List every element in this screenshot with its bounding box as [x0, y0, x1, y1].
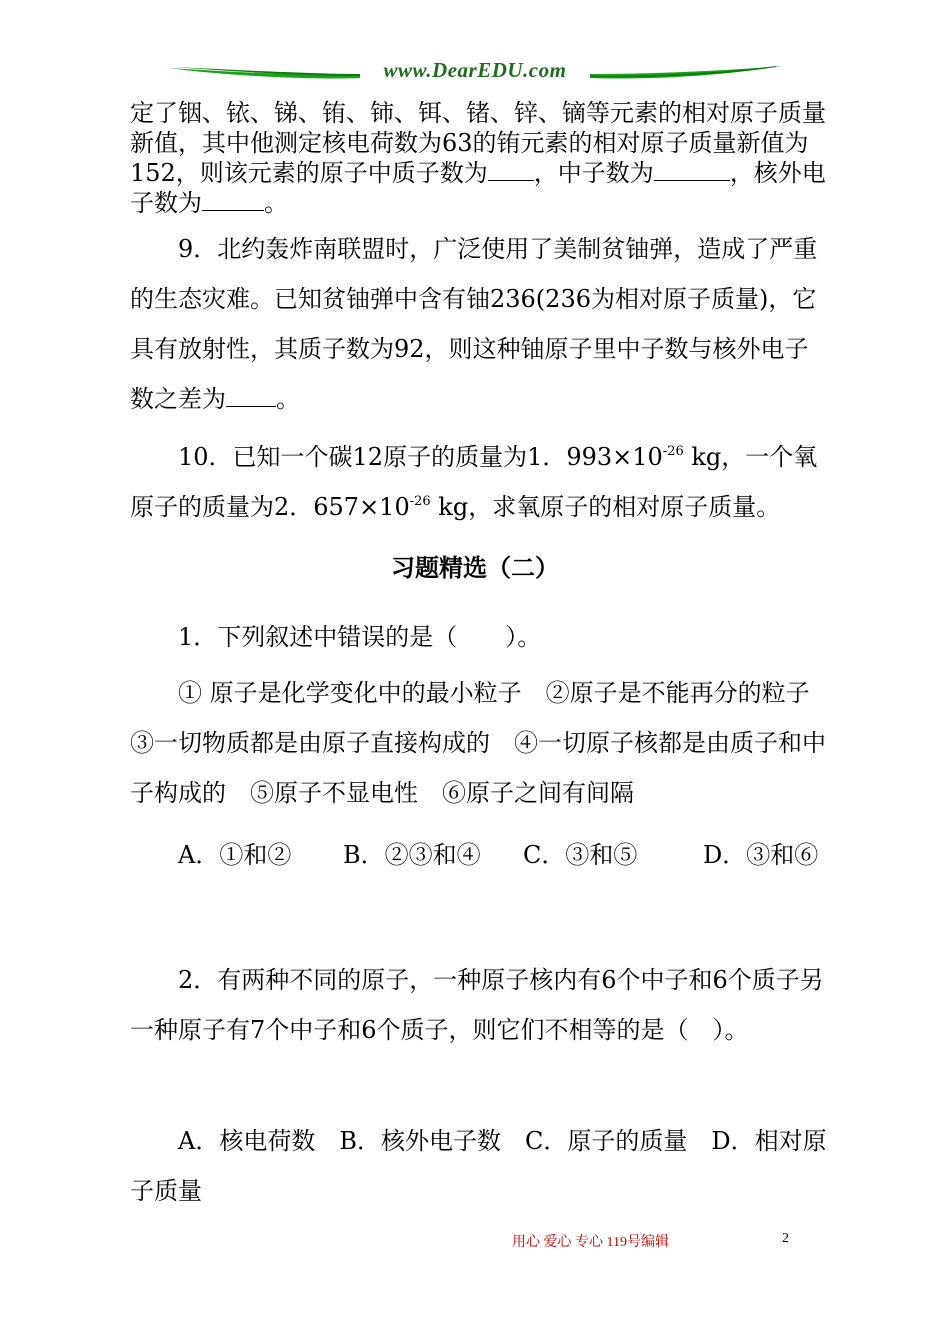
question-2-choices: A．核电荷数 B．核外电子数 C．原子的质量 D．相对原子质量	[130, 1127, 827, 1205]
page-number: 2	[782, 1231, 789, 1246]
site-logo-text: www.DearEDU.com	[383, 58, 567, 82]
question-9: 9．北约轰炸南联盟时，广泛使用了美制贫铀弹，造成了严重的生态灾难。已知贫铀弹中含有铀236(236为相对原子质量)，它具有放射性，其质子数为92，则这种铀原子里中子数与核外电子数之差为 。	[130, 235, 818, 413]
question-1-choices	[178, 830, 858, 880]
answer-blank	[202, 188, 264, 211]
answer-blank	[488, 158, 534, 181]
page-header	[160, 54, 790, 90]
footer-text: 用心 爱心 专心 119号编辑	[512, 1235, 669, 1250]
choice-a: A．①和②	[178, 841, 292, 869]
choice-d: D．③和⑥	[703, 841, 819, 869]
question-1-options: ① 原子是化学变化中的最小粒子 ②原子是不能再分的粒子 ③一切物质都是由原子直接构成的 ④一切原子核都是由质子和中子构成的 ⑤原子不显电性 ⑥原子之间有间隔	[130, 679, 834, 807]
section-title: 习题精选（二）	[391, 554, 559, 582]
question-10: 10．已知一个碳12原子的质量为1．$993\times 10^{-26}$ kg，一个氧原子的质量为2．$657\times 10^{-26}$ kg，求氧原子的相对原子质量。	[130, 443, 818, 521]
choice-c: C．③和⑤	[523, 841, 638, 869]
answer-blank	[226, 384, 276, 407]
question-8-continued: 定了铟、铱、锑、铕、铈、铒、锗、锌、镝等元素的相对原子质量新值，其中他测定核电荷数为63的铕元素的相对原子质量新值为152，则该元素的原子中质子数为 ，中子数为 ，核外电子数为 。	[130, 99, 826, 217]
answer-blank	[654, 158, 730, 181]
question-1-stem: 1．下列叙述中错误的是（ ）。	[178, 623, 542, 651]
question-2-stem: 2．有两种不同的原子，一种原子核内有6个中子和6个质子另一种原子有7个中子和6个质子，则它们不相等的是（ ）。	[130, 966, 824, 1044]
choice-b: B．②③和④	[343, 841, 481, 869]
